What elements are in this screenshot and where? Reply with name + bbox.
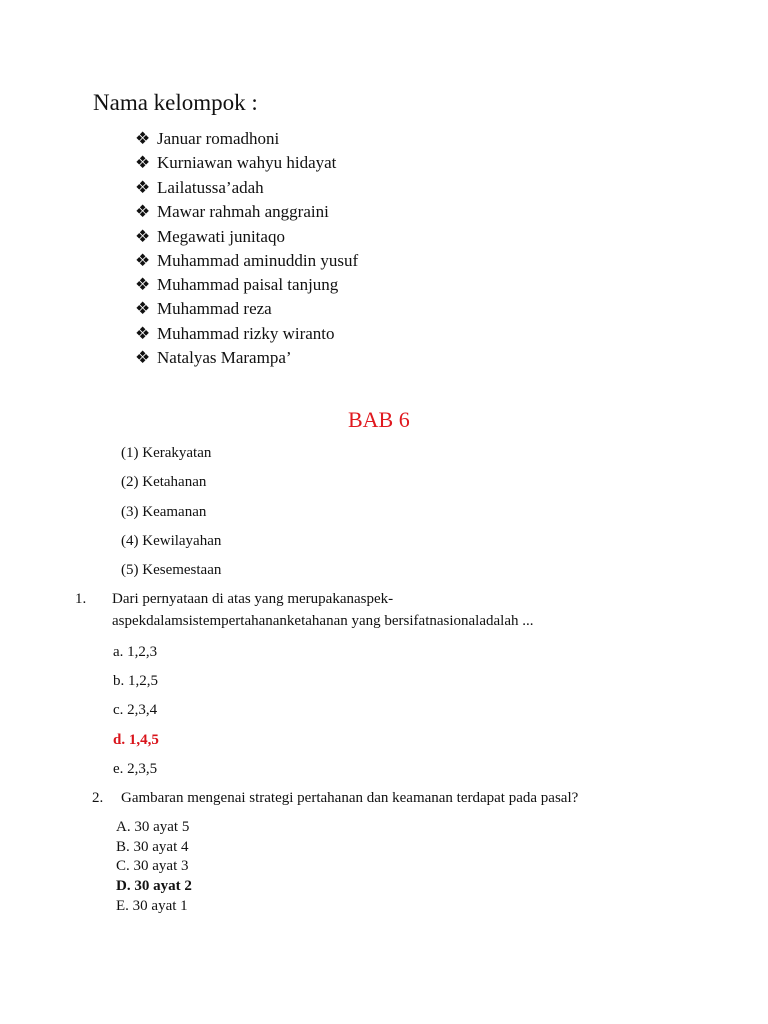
aspect-item: (5) Kesemestaan	[121, 562, 222, 578]
question-1-text: Dari pernyataan di atas yang merupakanaspek-	[112, 591, 394, 607]
q2-option-a: A. 30 ayat 5	[116, 819, 190, 835]
member-name: Mawar rahmah anggraini	[157, 202, 329, 221]
member-name: Muhammad aminuddin yusuf	[157, 251, 359, 270]
bullet-icon: ❖	[135, 202, 151, 221]
question-1-text-cont: aspekdalamsistempertahananketahanan yang bersifatnasionaladalah ...	[112, 613, 534, 629]
bullet-icon: ❖	[135, 178, 151, 197]
q1-option-c: c. 2,3,4	[113, 702, 158, 718]
member-name: Muhammad rizky wiranto	[157, 324, 335, 343]
member-name: Natalyas Marampa’	[157, 348, 292, 367]
bullet-icon: ❖	[135, 227, 151, 246]
member-name: Lailatussa’adah	[157, 178, 264, 197]
q1-option-d-answer: d. 1,4,5	[113, 732, 159, 748]
chapter-title: BAB 6	[348, 407, 410, 432]
q2-option-d-answer: D. 30 ayat 2	[116, 878, 192, 894]
bullet-icon: ❖	[135, 275, 151, 294]
member-name: Kurniawan wahyu hidayat	[157, 153, 337, 172]
list-item	[135, 300, 272, 317]
q1-option-a: a. 1,2,3	[113, 644, 158, 660]
q2-option-c: C. 30 ayat 3	[116, 858, 189, 874]
bullet-icon: ❖	[135, 299, 151, 318]
member-name: Muhammad reza	[157, 299, 272, 318]
group-heading: Nama kelompok :	[93, 90, 258, 115]
q1-option-b: b. 1,2,5	[113, 673, 158, 689]
bullet-icon: ❖	[135, 251, 151, 270]
list-item	[135, 228, 285, 245]
aspect-item: (1) Kerakyatan	[121, 445, 212, 461]
q1-option-e: e. 2,3,5	[113, 761, 158, 777]
q2-option-b: B. 30 ayat 4	[116, 839, 189, 855]
question-2-text: Gambaran mengenai strategi pertahanan dan keamanan terdapat pada pasal?	[121, 790, 579, 806]
list-item	[135, 349, 292, 366]
q2-option-e: E. 30 ayat 1	[116, 898, 188, 914]
bullet-icon: ❖	[135, 153, 151, 172]
list-item	[135, 252, 358, 269]
list-item	[135, 276, 338, 293]
list-item	[135, 325, 335, 342]
bullet-icon: ❖	[135, 129, 151, 148]
aspect-item: (3) Keamanan	[121, 504, 207, 520]
list-item	[135, 179, 264, 196]
list-item	[135, 130, 279, 147]
aspect-item: (2) Ketahanan	[121, 474, 207, 490]
question-1-number: 1.	[75, 591, 87, 607]
bullet-icon: ❖	[135, 348, 151, 367]
aspect-item: (4) Kewilayahan	[121, 533, 222, 549]
list-item	[135, 203, 329, 220]
question-2-number: 2.	[92, 790, 104, 806]
member-name: Megawati junitaqo	[157, 227, 285, 246]
list-item	[135, 154, 336, 171]
member-name: Januar romadhoni	[157, 129, 280, 148]
bullet-icon: ❖	[135, 324, 151, 343]
member-name: Muhammad paisal tanjung	[157, 275, 339, 294]
